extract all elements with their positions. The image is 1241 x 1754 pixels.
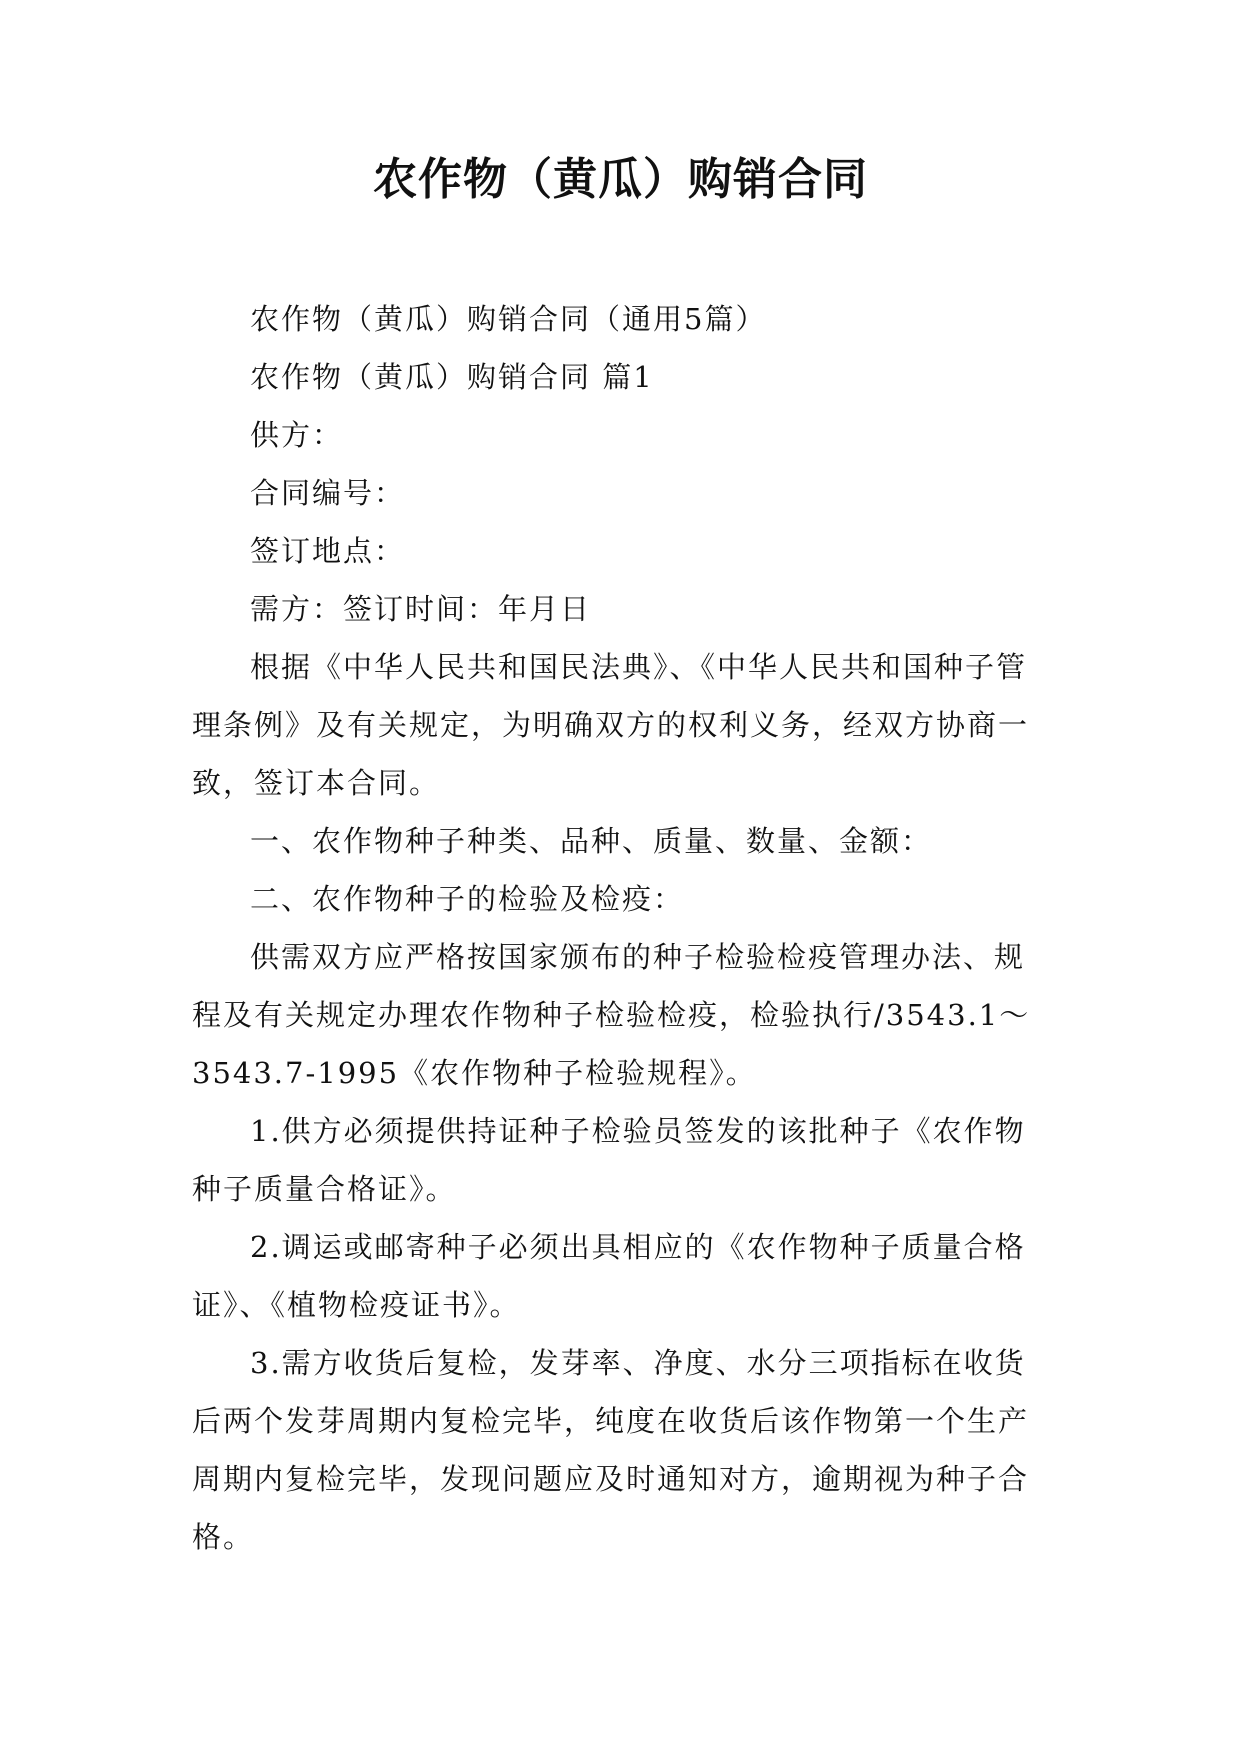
inspection-item-1: 1.供方必须提供持证种子检验员签发的该批种子《农作物种子质量合格证》。 (192, 1114, 1026, 1206)
clause-2-heading: 二、农作物种子的检验及检疫： (250, 882, 685, 916)
inspection-paragraph: 供需双方应严格按国家颁布的种子检验检疫管理办法、规程及有关规定办理农作物种子检验检疫，检验执行/3543.1～3543.7-1995《农作物种子检验规程》。 (192, 940, 1031, 1090)
supplier-field: 供方： (250, 418, 344, 452)
buyer-and-date-field: 需方：签订时间：年月日 (250, 592, 592, 626)
inspection-item-2: 2.调运或邮寄种子必须出具相应的《农作物种子质量合格证》、《植物检疫证书》。 (192, 1230, 1026, 1322)
clause-1-heading: 一、农作物种子种类、品种、质量、数量、金额： (250, 824, 933, 858)
signing-place-field: 签订地点： (250, 534, 406, 568)
document-title: 农作物（黄瓜）购销合同 (373, 154, 868, 205)
section-heading-part-1: 农作物（黄瓜）购销合同 篇1 (250, 360, 654, 394)
inspection-item-3: 3.需方收货后复检，发芽率、净度、水分三项指标在收货后两个发芽周期内复检完毕，纯度在收货后该作物第一个生产周期内复检完毕，发现问题应及时通知对方，逾期视为种子合格。 (192, 1346, 1030, 1554)
preamble-paragraph: 根据《中华人民共和国民法典》、《中华人民共和国种子管理条例》及有关规定，为明确双方的权利义务，经双方协商一致，签订本合同。 (192, 650, 1030, 800)
contract-number-field: 合同编号： (250, 476, 406, 510)
document-body (192, 290, 1052, 1566)
subtitle-general: 农作物（黄瓜）购销合同（通用5篇） (250, 302, 767, 336)
